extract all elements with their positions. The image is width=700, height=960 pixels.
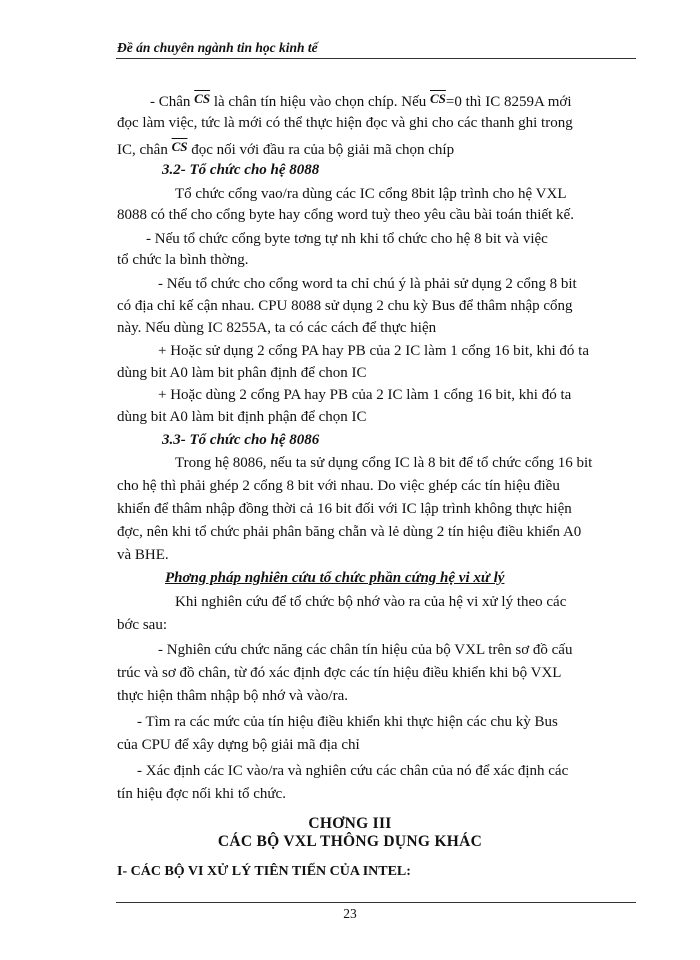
para-5-line-2: cho hệ thì phải ghép 2 cổng 8 bit với nhau. Do việc ghép các tín hiệu điều: [117, 478, 560, 494]
para-4-line-2: có địa chỉ kế cận nhau. CPU 8088 sử dụng 2 chu kỳ Bus để thâm nhập cổng: [117, 298, 573, 314]
header-rule: [116, 58, 636, 59]
cs-symbol: $\overline{CS}$: [430, 91, 446, 106]
para-5-line-4: đợc, nên khi tổ chức phải phân băng chẵn và lẻ dùng 2 tín hiệu điều khiển A0: [117, 524, 582, 540]
chapter-number: CHƠNG III: [308, 815, 392, 832]
method-heading: Phơng pháp nghiên cứu tổ chức phần cứng hệ vi xử lý: [165, 570, 505, 586]
para-4-line-5: dùng bit A0 làm bit phân định để chon IC: [117, 365, 367, 381]
para-8-line-2: của CPU để xây dựng bộ giải mã địa chỉ: [117, 737, 360, 753]
para-7-line-3: thực hiện thâm nhập bộ nhớ và vào/ra.: [117, 688, 348, 704]
para-3-line-2: tổ chức la bình thờng.: [117, 252, 249, 268]
cs-symbol: $\overline{CS}$: [171, 139, 188, 154]
para-8-line-1: - Tìm ra các mức của tín hiệu điều khiển khi thực hiện các chu kỳ Bus: [137, 714, 558, 730]
para-4-line-4: + Hoặc sử dụng 2 cổng PA hay PB của 2 IC làm 1 cổng 16 bit, khi đó ta: [158, 343, 590, 359]
heading-3-2: 3.2- Tổ chức cho hệ 8088: [162, 162, 320, 178]
para-4-line-7: dùng bit A0 làm bit định phận để chọn IC: [117, 409, 367, 425]
cs-symbol: $\overline{CS}$: [194, 91, 211, 106]
para-5-line-5: và BHE.: [117, 547, 169, 563]
para-4-line-6: + Hoặc dùng 2 cổng PA hay PB của 2 IC làm 1 cổng 16 bit, khi đó ta: [158, 387, 572, 403]
page-number: 23: [343, 906, 357, 921]
section-heading-1: I- CÁC BỘ VI XỬ LÝ TIÊN TIẾN CỦA INTEL:: [117, 864, 411, 879]
para-7-line-1: - Nghiên cứu chức năng các chân tín hiệu của bộ VXL trên sơ đồ cấu: [158, 642, 573, 658]
para-5-line-1: Trong hệ 8086, nếu ta sử dụng cổng IC là 8 bit để tổ chức cổng 16 bit: [175, 455, 593, 471]
para-4-line-3: này. Nếu dùng IC 8255A, ta có các cách để thực hiện: [117, 320, 437, 336]
heading-3-3: 3.3- Tổ chức cho hệ 8086: [162, 432, 320, 448]
para-2-line-2: 8088 có thể cho cổng byte hay cổng word tuỳ theo yêu cầu bài toán thiết kế.: [117, 207, 574, 223]
footer-rule: [116, 902, 636, 903]
para-7-line-2: trúc và sơ đồ chân, từ đó xác định đợc các tín hiệu điều khiển khi bộ VXL: [117, 665, 562, 681]
para-1-line-2: đọc làm việc, tức là mới có thể thực hiện đọc và ghi cho các thanh ghi trong: [117, 115, 573, 131]
para-2-line-1: Tổ chức cổng vao/ra dùng các IC cổng 8bit lập trình cho hệ VXL: [175, 186, 567, 202]
para-3-line-1: - Nếu tổ chức cổng byte tơng tự nh khi tổ chức cho hệ 8 bit và việc: [146, 231, 548, 247]
para-1-line-3: IC, chân $\overline{CS}$ đọc nối với đầu ra của bộ giải mã chọn chíp: [117, 139, 455, 158]
para-9-line-1: - Xác định các IC vào/ra và nghiên cứu các chân của nó để xác định các: [137, 763, 569, 779]
para-6-line-1: Khi nghiên cứu để tổ chức bộ nhớ vào ra của hệ vi xử lý theo các: [175, 594, 567, 610]
para-9-line-2: tín hiệu đợc nối khi tổ chức.: [117, 786, 286, 802]
para-5-line-3: khiển để thâm nhập đồng thời cả 16 bit đối với IC lập trình không thực hiện: [117, 501, 572, 517]
chapter-title: CÁC BỘ VXL THÔNG DỤNG KHÁC: [217, 833, 483, 850]
para-4-line-1: - Nếu tổ chức cho cổng word ta chỉ chú ý là phải sử dụng 2 cổng 8 bit: [158, 276, 577, 292]
para-1-line-1: - Chân $\overline{CS}$ là chân tín hiệu vào chọn chíp. Nếu $\overline{CS}=0$ thì IC 8259A mới: [150, 91, 572, 110]
running-header: Đề án chuyên ngành tin học kinh tế: [117, 40, 318, 55]
para-6-line-2: bớc sau:: [117, 617, 168, 633]
